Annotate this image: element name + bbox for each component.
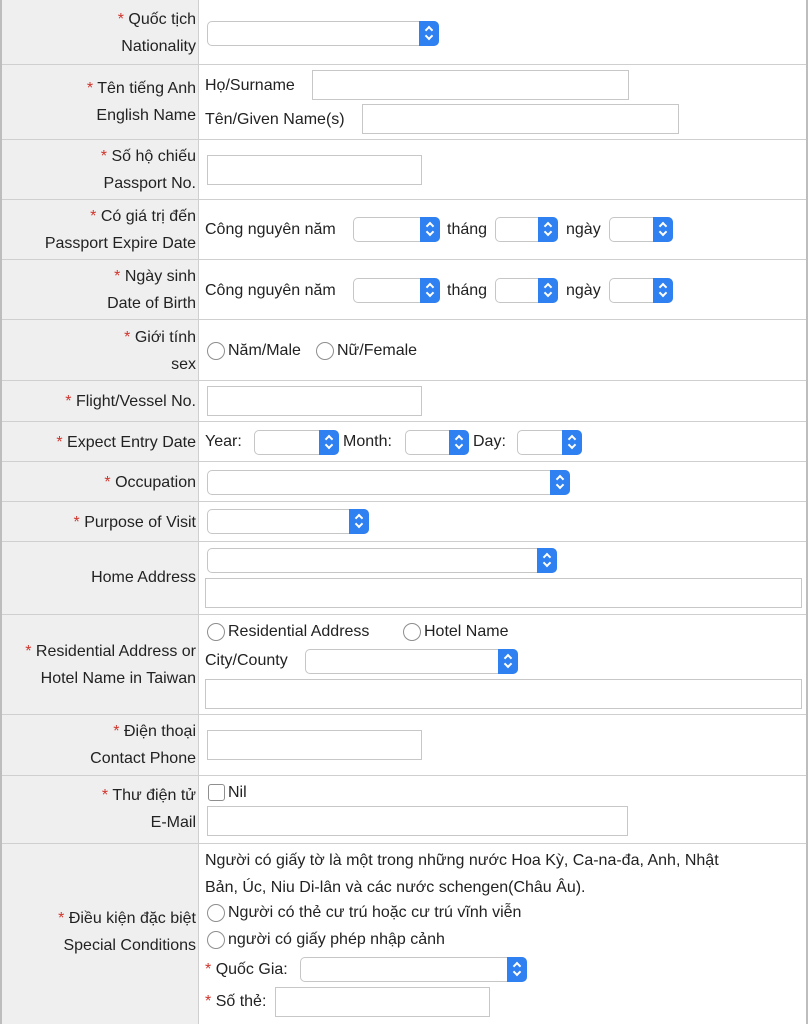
required-mark: * bbox=[117, 11, 124, 28]
required-mark: * bbox=[114, 268, 121, 285]
label-vi: Số hộ chiếu bbox=[111, 148, 196, 165]
label: Purpose of Visit bbox=[84, 514, 196, 531]
required-mark: * bbox=[86, 80, 94, 97]
required-mark: * bbox=[104, 474, 111, 491]
required-mark: * bbox=[124, 329, 131, 346]
row-sex bbox=[2, 319, 806, 380]
required-mark: * bbox=[205, 961, 212, 978]
required-mark: * bbox=[65, 393, 72, 410]
chevron-updown-icon bbox=[537, 548, 557, 573]
label-en: Passport Expire Date bbox=[44, 235, 196, 252]
required-mark: * bbox=[56, 434, 63, 451]
entry-day-select[interactable] bbox=[517, 430, 582, 455]
chevron-updown-icon bbox=[420, 217, 440, 242]
label-cell bbox=[2, 381, 199, 421]
passport-no-input[interactable] bbox=[207, 155, 422, 185]
residential-option-label: Residential Address bbox=[228, 623, 370, 640]
year-label: Year: bbox=[205, 433, 242, 450]
label-vi: Giới tính bbox=[134, 329, 196, 346]
residential-radio[interactable] bbox=[207, 623, 225, 641]
special-description-line2: Bản, Úc, Niu Di-lân và các nước schengen(Châu Âu). bbox=[205, 879, 586, 896]
row-occupation bbox=[2, 461, 806, 501]
label-en: Passport No. bbox=[103, 175, 196, 192]
dob-month-select[interactable] bbox=[495, 278, 558, 303]
label-cell bbox=[2, 200, 199, 259]
special-description-line1: Người có giấy tờ là một trong những nước Hoa Kỳ, Ca-na-đa, Anh, Nhật bbox=[205, 852, 719, 869]
chevron-updown-icon bbox=[653, 278, 673, 303]
chevron-updown-icon bbox=[449, 430, 469, 455]
chevron-updown-icon bbox=[538, 278, 558, 303]
label-vi: Điều kiện đặc biệt bbox=[68, 910, 196, 927]
entry-permit-label: người có giấy phép nhập cảnh bbox=[228, 931, 445, 948]
year-label: Công nguyên năm bbox=[205, 221, 336, 238]
row-entry-date bbox=[2, 421, 806, 461]
female-label: Nữ/Female bbox=[337, 342, 418, 359]
label-cell bbox=[2, 462, 199, 501]
row-english-name bbox=[2, 64, 806, 139]
label-cell bbox=[2, 844, 199, 1024]
row-email bbox=[2, 775, 806, 843]
label-en: English Name bbox=[96, 107, 196, 124]
chevron-updown-icon bbox=[419, 21, 439, 46]
label-cell bbox=[2, 260, 199, 319]
label-en: Contact Phone bbox=[90, 750, 196, 767]
expire-year-select[interactable] bbox=[353, 217, 440, 242]
nationality-select[interactable] bbox=[207, 21, 439, 46]
expire-day-select[interactable] bbox=[609, 217, 673, 242]
label-en: Date of Birth bbox=[107, 295, 196, 312]
country-label: Quốc Gia: bbox=[215, 961, 288, 978]
label-en: sex bbox=[171, 356, 196, 373]
year-label: Công nguyên năm bbox=[205, 282, 336, 299]
chevron-updown-icon bbox=[653, 217, 673, 242]
row-phone bbox=[2, 714, 806, 775]
surname-label: Họ/Surname bbox=[205, 77, 295, 94]
row-passport-expire bbox=[2, 199, 806, 259]
chevron-updown-icon bbox=[562, 430, 582, 455]
row-nationality bbox=[2, 0, 806, 64]
label: Expect Entry Date bbox=[67, 434, 196, 451]
required-mark: * bbox=[101, 787, 109, 804]
chevron-updown-icon bbox=[550, 470, 570, 495]
chevron-updown-icon bbox=[349, 509, 369, 534]
label-en: Special Conditions bbox=[63, 937, 196, 954]
month-label: tháng bbox=[447, 282, 488, 299]
card-number-input[interactable] bbox=[275, 987, 490, 1017]
resident-card-radio[interactable] bbox=[207, 904, 225, 922]
label-line2: Hotel Name in Taiwan bbox=[40, 670, 196, 687]
label-vi: Ngày sinh bbox=[124, 268, 196, 285]
chevron-updown-icon bbox=[507, 957, 527, 982]
label-vi: Thư điện tử bbox=[112, 787, 196, 804]
month-label: Month: bbox=[343, 433, 392, 450]
dob-year-select[interactable] bbox=[353, 278, 440, 303]
hotel-radio[interactable] bbox=[403, 623, 421, 641]
female-radio[interactable] bbox=[316, 342, 334, 360]
month-label: tháng bbox=[447, 221, 488, 238]
chevron-updown-icon bbox=[319, 430, 339, 455]
home-address-input[interactable] bbox=[205, 578, 802, 608]
chevron-updown-icon bbox=[498, 649, 518, 674]
entry-permit-radio[interactable] bbox=[207, 931, 225, 949]
row-residential-address bbox=[2, 614, 806, 714]
row-special-conditions bbox=[2, 843, 806, 1024]
email-input[interactable] bbox=[207, 806, 628, 836]
label-line1: Residential Address or bbox=[35, 643, 196, 660]
day-label: Day: bbox=[473, 433, 506, 450]
label-cell bbox=[2, 615, 199, 714]
label-vi: Điện thoại bbox=[123, 723, 196, 740]
male-radio[interactable] bbox=[207, 342, 225, 360]
nil-checkbox[interactable] bbox=[208, 784, 225, 801]
label-cell bbox=[2, 140, 199, 199]
surname-input[interactable] bbox=[312, 70, 629, 100]
nil-label: Nil bbox=[228, 784, 247, 801]
chevron-updown-icon bbox=[538, 217, 558, 242]
entry-year-select[interactable] bbox=[254, 430, 339, 455]
label-cell bbox=[2, 542, 199, 614]
expire-month-select[interactable] bbox=[495, 217, 558, 242]
residential-address-input[interactable] bbox=[205, 679, 802, 709]
label-cell bbox=[2, 320, 199, 380]
label-cell bbox=[2, 776, 199, 843]
required-mark: * bbox=[58, 910, 65, 927]
required-mark: * bbox=[113, 723, 120, 740]
dob-day-select[interactable] bbox=[609, 278, 673, 303]
label: Flight/Vessel No. bbox=[75, 393, 196, 410]
resident-card-label: Người có thẻ cư trú hoặc cư trú vĩnh viễn bbox=[228, 904, 522, 921]
label-en: E-Mail bbox=[150, 814, 196, 831]
day-label: ngày bbox=[566, 282, 601, 299]
city-county-select[interactable] bbox=[305, 649, 518, 674]
required-mark: * bbox=[100, 148, 108, 165]
required-mark: * bbox=[90, 208, 97, 225]
row-purpose bbox=[2, 501, 806, 541]
male-label: Năm/Male bbox=[228, 342, 301, 359]
special-country-select[interactable] bbox=[300, 957, 527, 982]
row-passport-no bbox=[2, 139, 806, 199]
phone-input[interactable] bbox=[207, 730, 422, 760]
row-date-of-birth bbox=[2, 259, 806, 319]
row-flight bbox=[2, 380, 806, 421]
chevron-updown-icon bbox=[420, 278, 440, 303]
label-cell bbox=[2, 715, 199, 775]
label-cell bbox=[2, 422, 199, 461]
label-vi: Có giá trị đến bbox=[100, 208, 196, 225]
card-number-label: Số thẻ: bbox=[215, 993, 267, 1010]
day-label: ngày bbox=[566, 221, 601, 238]
row-home-address bbox=[2, 541, 806, 614]
entry-month-select[interactable] bbox=[405, 430, 469, 455]
flight-no-input[interactable] bbox=[207, 386, 422, 416]
label-cell bbox=[2, 65, 199, 139]
given-name-input[interactable] bbox=[362, 104, 679, 134]
label-vi: Quốc tịch bbox=[128, 11, 196, 28]
required-mark: * bbox=[205, 993, 212, 1010]
home-country-select[interactable] bbox=[207, 548, 557, 573]
required-mark: * bbox=[73, 514, 80, 531]
label-en: Nationality bbox=[121, 38, 196, 55]
label-vi: Tên tiếng Anh bbox=[97, 80, 196, 97]
required-mark: * bbox=[25, 643, 32, 660]
label-cell bbox=[2, 502, 199, 541]
label: Occupation bbox=[115, 474, 196, 491]
label-cell bbox=[2, 0, 199, 64]
hotel-option-label: Hotel Name bbox=[424, 623, 509, 640]
label: Home Address bbox=[91, 569, 196, 586]
city-county-label: City/County bbox=[205, 652, 288, 669]
occupation-select[interactable] bbox=[207, 470, 570, 495]
given-name-label: Tên/Given Name(s) bbox=[205, 111, 345, 128]
purpose-select[interactable] bbox=[207, 509, 369, 534]
